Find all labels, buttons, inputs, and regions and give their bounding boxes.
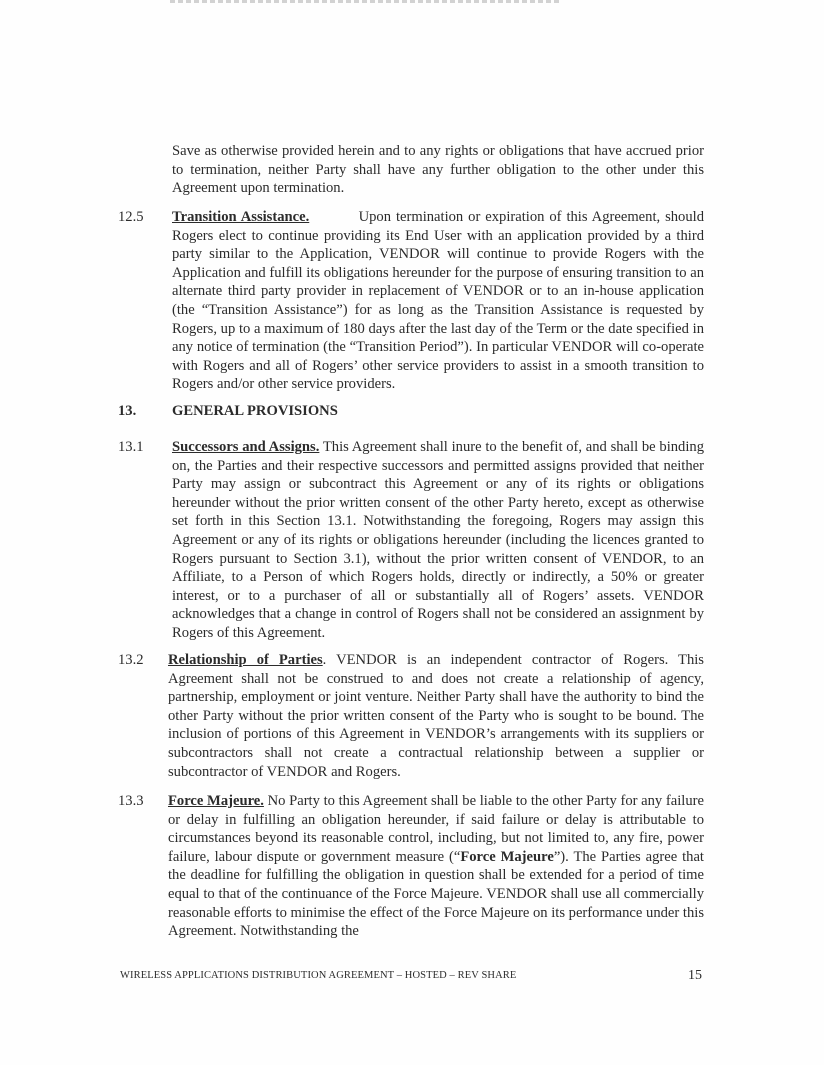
defined-term: Force Majeure xyxy=(460,848,554,865)
footer-title: WIRELESS APPLICATIONS DISTRIBUTION AGREEMENT – HOSTED – REV SHARE xyxy=(120,970,517,981)
scan-artifact-line xyxy=(170,0,560,3)
clause-body xyxy=(168,651,704,781)
clause-text: No Party to this Agreement shall be liable to the other Party for any failure or delay in fulfilling an obligation hereunder, if said failure or delay is attributable to circumstances beyond its reasonable control, including, but not limited to, any fire, power failure, labour dispute or government measure (“ xyxy=(168,793,704,865)
clause-text: Upon termination or expiration of this Agreement, should Rogers elect to continue providing its End User with an application provided by a third party similar to the Application, VENDOR will continue to provide Rogers with the Application and fulfill its obligations hereunder for the purpose of ensuring transition to an alternate third party provider in replacement of VENDOR or to an in-house application (the “Transition Assistance”) for as long as the Transition Assistance is requested by Rogers, up to a maximum of 180 days after the last day of the Term or the date specified in any notice of termination (the “Transition Period”). In particular VENDOR will co-operate with Rogers and all of Rogers’ other service providers to assist in a smooth transition to Rogers and/or other service providers. xyxy=(172,209,704,393)
clause-13-3 xyxy=(118,792,704,941)
clause-text: This Agreement shall inure to the benefit of, and shall be binding on, the Parties and their respective successors and permitted assigns provided that neither Party may assign or subcontract this Agreement or any of its rights or obligations hereunder without the prior written consent of the other Party hereto, except as otherwise set forth in this Section 13.1. Notwithstanding the foregoing, Rogers may assign this Agreement or any of its rights or obligations hereunder (including the licences granted to Rogers pursuant to Section 3.1), without the prior written consent of VENDOR, to an Affiliate, to a Person of which Rogers holds, directly or indirectly, a 50% or greater interest, or to a purchaser of all or substantially all of Rogers’ assets. VENDOR acknowledges that a change in control of Rogers shall not be considered an assignment by Rogers of this Agreement. xyxy=(172,439,704,641)
clause-heading: Relationship of Parties xyxy=(168,652,323,668)
section-title: GENERAL PROVISIONS xyxy=(172,403,338,419)
clause-number: 13.3 xyxy=(118,793,144,809)
clause-13-1 xyxy=(118,438,704,643)
clause-number: 13.2 xyxy=(118,652,144,668)
clause-heading: Force Majeure. xyxy=(168,793,264,809)
section-13-heading xyxy=(118,402,338,421)
clause-text: . VENDOR is an independent contractor of Rogers. This Agreement shall not be construed to and does not create a relationship of agency, partnership, employment or joint venture. Neither Party shall have the authority to bind the other Party without the prior written consent of the Party who is sought to be bound. The inclusion of portions of this Agreement in VENDOR’s arrangements with its suppliers or subcontractors shall not create a contractual relationship between a supplier or subcontractor of VENDOR and Rogers. xyxy=(168,652,704,780)
clause-number: 12.5 xyxy=(118,209,144,225)
intro-paragraph: Save as otherwise provided herein and to any rights or obligations that have accrued prior to termination, neither Party shall have any further obligation to the other under this Agreement upon termination. xyxy=(172,143,704,197)
clause-13-2 xyxy=(118,651,704,781)
page-number: 15 xyxy=(688,968,702,983)
clause-body xyxy=(172,438,704,643)
clause-number: 13.1 xyxy=(118,439,144,455)
clause-12-5 xyxy=(118,208,704,394)
clause-text-continued: ”). The Parties agree that the deadline for fulfilling the obligation in question shall be extended for a period of time equal to that of the continuance of the Force Majeure. VENDOR shall use all commercially reasonable efforts to minimise the effect of the Force Majeure on its performance under this Agreement. Notwithstanding the xyxy=(168,848,704,940)
clause-body xyxy=(172,208,704,394)
clause-heading: Transition Assistance. xyxy=(172,209,310,225)
section-number: 13. xyxy=(118,403,137,419)
clause-body xyxy=(168,792,704,941)
clause-heading: Successors and Assigns. xyxy=(172,439,320,455)
